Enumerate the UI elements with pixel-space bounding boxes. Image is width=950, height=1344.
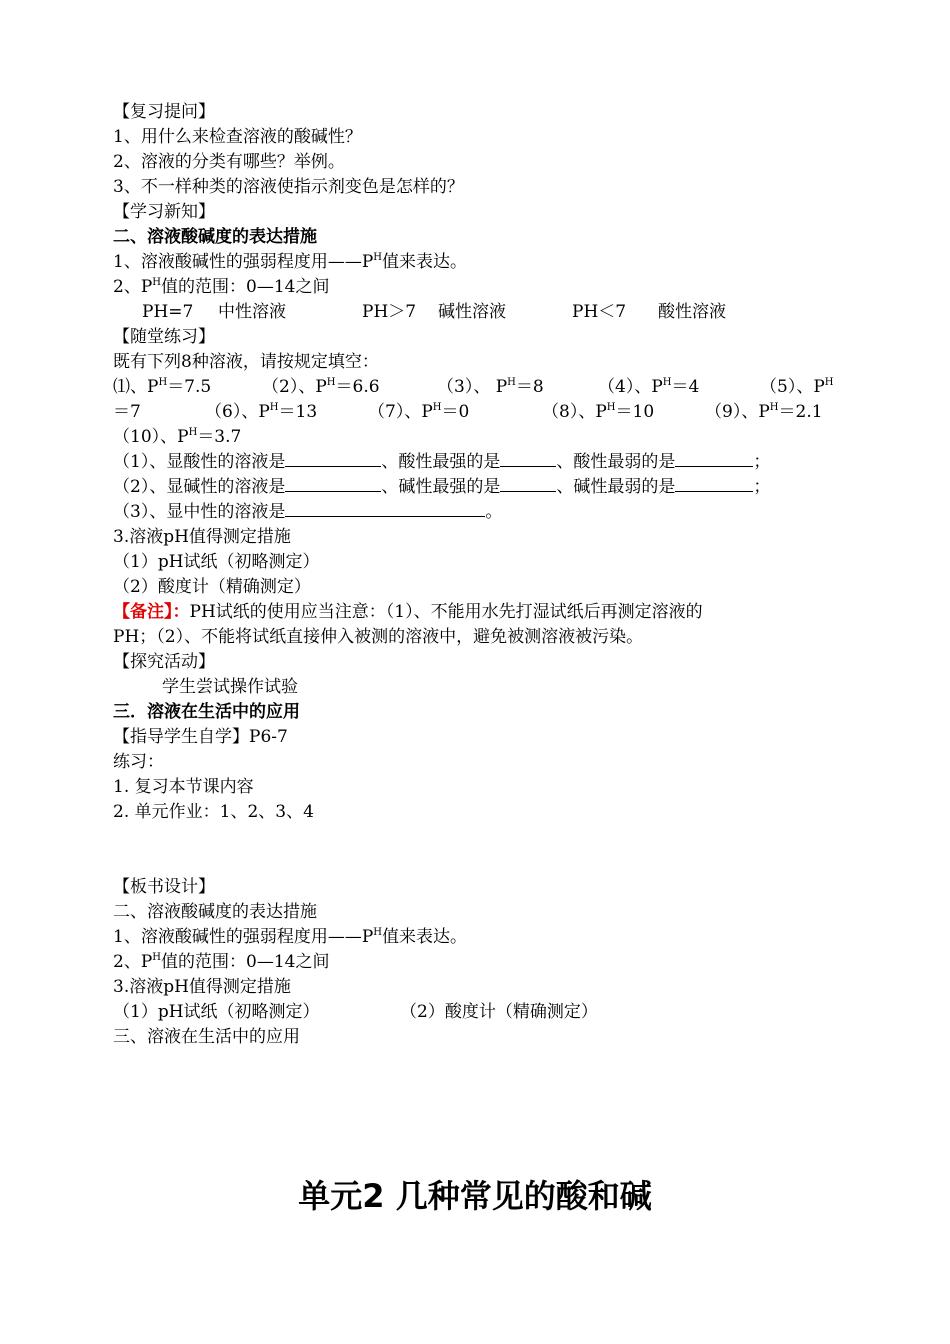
solution-item-2-value: ＝6.6 bbox=[335, 377, 380, 397]
board-line-3-sup: H bbox=[152, 952, 161, 963]
ph-range bbox=[113, 275, 329, 299]
ph-definition-text-a: 1、溶液酸碱性的强弱程度用——P bbox=[113, 252, 374, 272]
practice-intro: 既有下列8种溶液，请按规定填空： bbox=[113, 352, 379, 372]
fill-question-3 bbox=[113, 500, 502, 524]
ph-classification-row bbox=[0, 300, 950, 324]
board-line-1: 二、溶液酸碱度的表达措施 bbox=[113, 902, 317, 922]
solution-item-9-sup: H bbox=[769, 402, 779, 413]
fill-3-blank[interactable] bbox=[285, 500, 485, 517]
section-2-title: 二、溶液酸碱度的表达措施 bbox=[113, 227, 317, 247]
solution-item-2-sup: H bbox=[326, 377, 336, 388]
fill-1-blank-c[interactable] bbox=[675, 450, 753, 467]
ph-less-7: PH＜7 bbox=[572, 302, 627, 322]
ph-equal-7: PH=7 bbox=[142, 302, 194, 322]
solution-item-4 bbox=[598, 375, 699, 399]
solution-item-7-value: ＝0 bbox=[441, 402, 470, 422]
fill-1-end: ； bbox=[753, 452, 771, 472]
unit-title: 单元2 几种常见的酸和碱 bbox=[298, 1177, 652, 1215]
neutral-solution-label: 中性溶液 bbox=[218, 302, 286, 322]
solution-item-3-value: ＝8 bbox=[515, 377, 544, 397]
solution-item-1-value: ＝7.5 bbox=[167, 377, 212, 397]
fill-1-text-b: 、酸性最强的是 bbox=[381, 452, 501, 472]
exercise-item-1: 1. 复习本节课内容 bbox=[113, 777, 254, 797]
solution-item-5-label: （5）、P bbox=[760, 377, 825, 397]
solution-item-4-sup: H bbox=[662, 377, 672, 388]
solution-item-5-sup: H bbox=[824, 377, 834, 388]
solution-item-1 bbox=[113, 375, 211, 399]
ph-range-text-b: 值的范围：0—14之间 bbox=[161, 277, 330, 297]
fill-2-text-b: 、碱性最强的是 bbox=[381, 477, 501, 497]
solution-item-3-label: （3）、 P bbox=[437, 377, 508, 397]
solution-item-1-label: ⑴、P bbox=[113, 377, 159, 397]
solution-item-9-label: （9）、P bbox=[705, 402, 770, 422]
solution-item-8-sup: H bbox=[606, 402, 616, 413]
fill-2-end: ； bbox=[753, 477, 771, 497]
solution-item-9-value: ＝2.1 bbox=[778, 402, 823, 422]
board-line-2-text-b: 值来表达。 bbox=[382, 927, 467, 947]
solution-list-row-2 bbox=[0, 400, 950, 424]
fill-3-text-a: （3）、显中性的溶液是 bbox=[113, 502, 286, 522]
solution-item-7 bbox=[368, 400, 469, 424]
solution-item-8-label: （8）、P bbox=[542, 402, 607, 422]
solution-item-1-sup: H bbox=[158, 377, 168, 388]
ph-definition-sup: H bbox=[373, 252, 382, 263]
exercise-item-2: 2. 单元作业：1、2、3、4 bbox=[113, 802, 314, 822]
explore-text: 学生尝试操作试验 bbox=[162, 677, 298, 697]
board-line-3 bbox=[113, 950, 329, 974]
solution-item-6-label: （6）、P bbox=[205, 402, 270, 422]
solution-item-10-label: （10）、P bbox=[113, 427, 189, 447]
solution-item-5 bbox=[760, 375, 834, 399]
ph-range-text-a: 2、P bbox=[113, 277, 153, 297]
review-question-2: 2、溶液的分类有哪些？举例。 bbox=[113, 152, 345, 172]
board-line-5 bbox=[0, 1000, 950, 1024]
solution-item-8 bbox=[542, 400, 654, 424]
fill-1-blank-b[interactable] bbox=[500, 450, 556, 467]
board-line-3-text-a: 2、P bbox=[113, 952, 153, 972]
solution-item-5-value-cont: ＝7 bbox=[113, 402, 141, 422]
section-3-title: 三．溶液在生活中的应用 bbox=[113, 702, 300, 722]
review-heading: 【复习提问】 bbox=[113, 102, 215, 122]
board-line-5-method-1: （1）pH试纸（初略测定） bbox=[113, 1002, 320, 1022]
solution-item-8-value: ＝10 bbox=[615, 402, 655, 422]
ph-greater-7: PH＞7 bbox=[362, 302, 417, 322]
solution-list-row-1 bbox=[0, 375, 950, 399]
measure-method-2: （2）酸度计（精确测定） bbox=[113, 577, 311, 597]
new-knowledge-heading: 【学习新知】 bbox=[113, 202, 215, 222]
solution-item-10 bbox=[113, 425, 241, 449]
note-text-1: PH试纸的使用应当注意：（1）、不能用水先打湿试纸后再测定溶液的 bbox=[189, 602, 703, 622]
solution-item-7-sup: H bbox=[432, 402, 442, 413]
board-line-6: 三、溶液在生活中的应用 bbox=[113, 1027, 300, 1047]
review-question-3: 3、不一样种类的溶液使指示剂变色是怎样的？ bbox=[113, 177, 464, 197]
note-label: 【备注】： bbox=[113, 602, 190, 622]
solution-item-10-sup: H bbox=[188, 427, 198, 438]
solution-item-6-value: ＝13 bbox=[278, 402, 318, 422]
review-question-1: 1、用什么来检查溶液的酸碱性？ bbox=[113, 127, 362, 147]
board-line-2-text-a: 1、溶液酸碱性的强弱程度用——P bbox=[113, 927, 374, 947]
ph-range-sup: H bbox=[152, 277, 161, 288]
board-line-5-method-2: （2）酸度计（精确测定） bbox=[400, 1002, 598, 1022]
fill-1-blank-a[interactable] bbox=[285, 450, 381, 467]
fill-question-2 bbox=[113, 475, 770, 499]
measure-title: 3.溶液pH值得测定措施 bbox=[113, 527, 291, 547]
solution-item-9 bbox=[705, 400, 823, 424]
basic-solution-label: 碱性溶液 bbox=[438, 302, 506, 322]
solution-item-2-label: （2）、P bbox=[262, 377, 327, 397]
fill-1-text-a: （1）、显酸性的溶液是 bbox=[113, 452, 286, 472]
solution-item-7-label: （7）、P bbox=[368, 402, 433, 422]
fill-2-blank-b[interactable] bbox=[500, 475, 556, 492]
solution-item-4-value: ＝4 bbox=[671, 377, 700, 397]
note-line-2: PH；（2）、不能将试纸直接伸入被测的溶液中，避免被测溶液被污染。 bbox=[113, 627, 644, 647]
explore-heading: 【探究活动】 bbox=[113, 652, 215, 672]
self-study-guide: 【指导学生自学】P6-7 bbox=[113, 727, 288, 747]
solution-item-4-label: （4）、P bbox=[598, 377, 663, 397]
exercise-label: 练习： bbox=[113, 752, 164, 772]
solution-item-6-sup: H bbox=[269, 402, 279, 413]
fill-question-1 bbox=[113, 450, 770, 474]
fill-2-blank-c[interactable] bbox=[675, 475, 753, 492]
board-line-4: 3.溶液pH值得测定措施 bbox=[113, 977, 291, 997]
board-line-2 bbox=[113, 925, 467, 949]
fill-2-blank-a[interactable] bbox=[285, 475, 381, 492]
fill-3-end: 。 bbox=[485, 502, 503, 522]
ph-definition bbox=[113, 250, 467, 274]
practice-heading: 【随堂练习】 bbox=[113, 327, 215, 347]
ph-definition-text-b: 值来表达。 bbox=[382, 252, 467, 272]
fill-1-text-c: 、酸性最弱的是 bbox=[556, 452, 676, 472]
solution-item-5-continued bbox=[113, 400, 141, 424]
board-line-3-text-b: 值的范围：0—14之间 bbox=[161, 952, 330, 972]
note-line-1 bbox=[113, 600, 703, 624]
fill-2-text-a: （2）、显碱性的溶液是 bbox=[113, 477, 286, 497]
solution-item-10-value: ＝3.7 bbox=[197, 427, 242, 447]
solution-item-3-sup: H bbox=[507, 377, 516, 388]
fill-2-text-c: 、碱性最弱的是 bbox=[556, 477, 676, 497]
solution-item-2 bbox=[262, 375, 380, 399]
solution-item-3 bbox=[437, 375, 544, 399]
board-heading: 【板书设计】 bbox=[113, 877, 215, 897]
solution-item-6 bbox=[205, 400, 317, 424]
measure-method-1: （1）pH试纸（初略测定） bbox=[113, 552, 320, 572]
board-line-2-sup: H bbox=[373, 927, 382, 938]
acidic-solution-label: 酸性溶液 bbox=[658, 302, 726, 322]
